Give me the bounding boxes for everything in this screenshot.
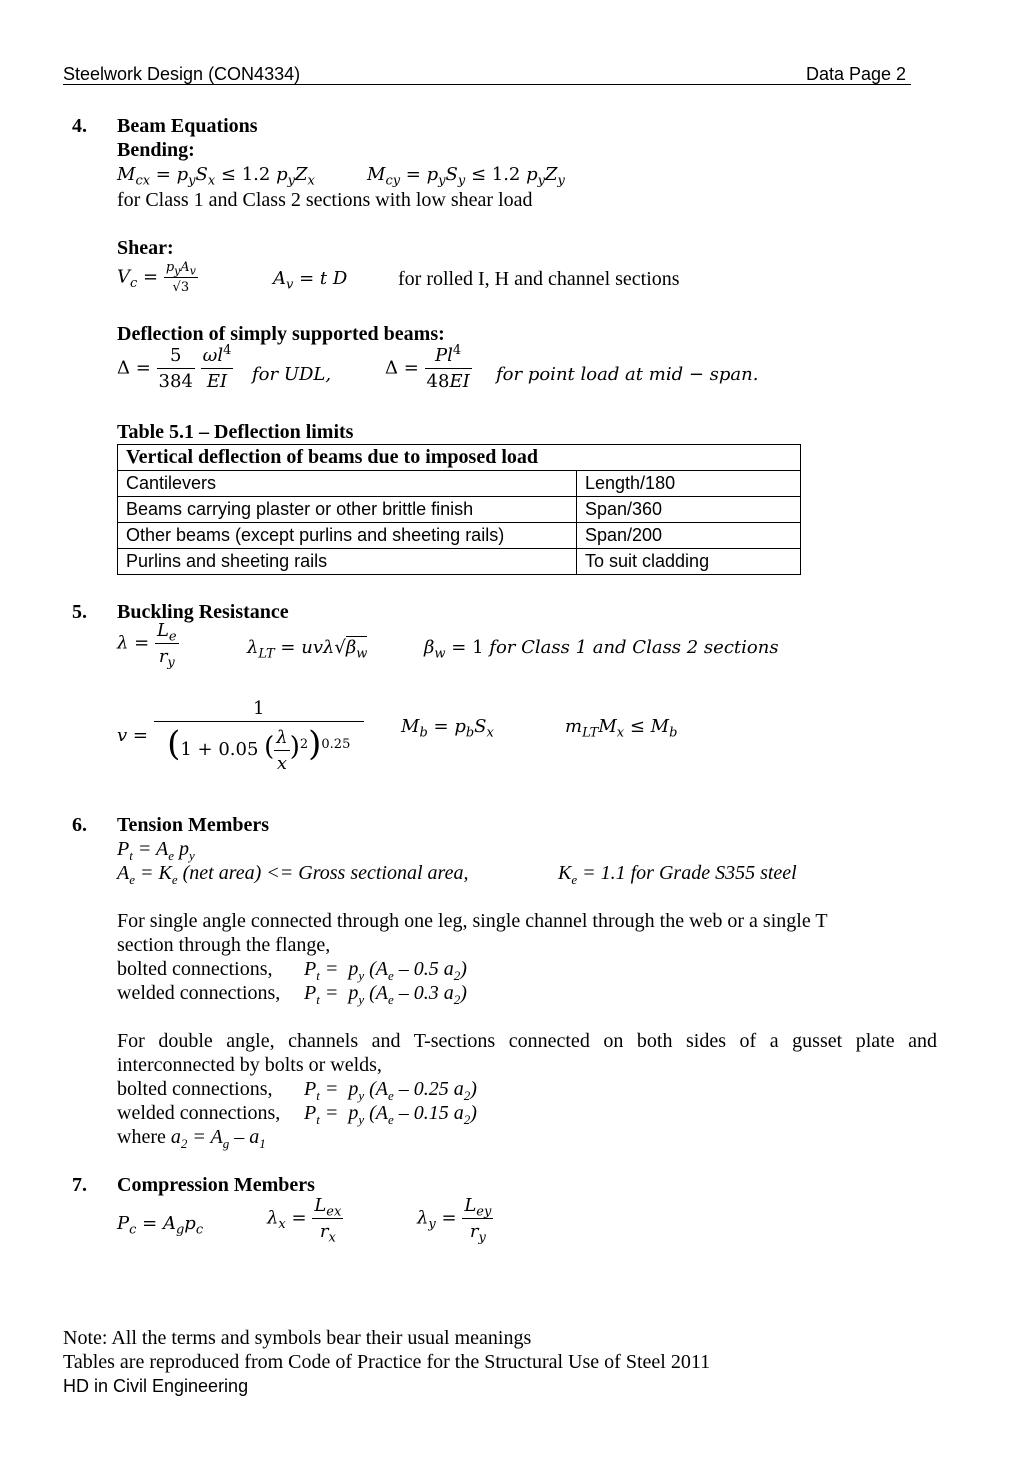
table-cell: Span/200 (577, 523, 801, 549)
ke-note: = 1.1 for Grade S355 steel (582, 862, 797, 884)
deflection-udl-note: for UDL, (252, 364, 332, 385)
bending-note: for Class 1 and Class 2 sections with low shear load (117, 189, 533, 211)
bending-title: Bending: (117, 139, 195, 161)
beta-w-equation: $\beta_w = 1$ for Class 1 and Class 2 sections (424, 637, 779, 662)
section-5-number: 5. (72, 601, 87, 623)
pt-equation: $P_t = A_e$ $p_y$ (117, 838, 195, 863)
double-angle-paragraph: For double angle, channels and T-sections connected on both sides of a gusset plate and (117, 1030, 937, 1052)
section-7-title: Compression Members (117, 1174, 315, 1196)
section-6-title: Tension Members (117, 814, 270, 836)
footer-program: HD in Civil Engineering (63, 1376, 249, 1396)
section-4-number: 4. (72, 115, 87, 137)
double-welded-equation: $P_t = p_y$ ($A_e - 0.15$ $a_2$) (304, 1102, 477, 1127)
where-line: where $a_2 = A_g - a_1$ (117, 1126, 266, 1151)
single-bolted-equation: $P_t = p_y$ ($A_e - 0.5$ $a_2$) (304, 958, 467, 983)
section-4-title: Beam Equations (117, 115, 258, 137)
where-label: where (117, 1126, 166, 1148)
table-cell: Span/360 (577, 497, 801, 523)
ae-equation: $A_e = K_e$ (net area) <= Gross sectional area, (117, 862, 469, 887)
single-angle-paragraph-2: section through the flange, (117, 934, 331, 956)
single-welded-label: welded connections, (117, 982, 281, 1004)
ae-note: (net area) <= Gross sectional area, (182, 862, 469, 884)
beta-w-note: for Class 1 and Class 2 sections (489, 637, 779, 658)
section-5-title: Buckling Resistance (117, 601, 289, 623)
double-angle-paragraph-2: interconnected by bolts or welds, (117, 1054, 382, 1076)
header-right: Data Page 2 (806, 64, 907, 84)
table-cell: Beams carrying plaster or other brittle finish (118, 497, 577, 523)
section-6-number: 6. (72, 814, 87, 836)
shear-equation-av: $A_v = t$ D (273, 268, 348, 293)
table-caption: Table 5.1 – Deflection limits (117, 421, 354, 443)
ke-equation: $K_e = 1.1$ for Grade S355 steel (558, 862, 797, 887)
single-bolted-label: bolted connections, (117, 958, 273, 980)
table-header-row (118, 445, 801, 471)
double-bolted-equation: $P_t = p_y$ ($A_e - 0.25$ $a_2$) (304, 1078, 477, 1103)
slenderness-equation: λ = $\frac{L_e}{r_y}$ (117, 620, 177, 671)
footer-note: Note: All the terms and symbols bear their usual meanings (63, 1327, 532, 1349)
bending-equation-mcy: $M_{cy} = p_yS_y \le 1.2$ $p_yZ_y$ (367, 164, 565, 189)
pc-equation: $P_c = A_gp_c$ (117, 1213, 204, 1238)
deflection-udl-equation: Δ = $\frac{5}{384}$ $\frac{\omega l^4}{EI}$ (117, 343, 232, 392)
single-welded-equation: $P_t = p_y$ ($A_e - 0.3$ $a_2$) (304, 982, 467, 1007)
lambda-lt-equation: $\lambda_{LT} = uv\lambda√\beta_w$ (247, 637, 368, 662)
double-welded-label: welded connections, (117, 1102, 281, 1124)
table-cell: To suit cladding (577, 549, 801, 575)
mlt-equation: $m_{LT}M_x \le M_b$ (565, 716, 678, 741)
deflection-title: Deflection of simply supported beams: (117, 323, 445, 345)
deflection-point-note: for point load at mid − span. (496, 364, 759, 385)
header-left: Steelwork Design (CON4334) (63, 64, 301, 84)
shear-note: for rolled I, H and channel sections (398, 268, 680, 290)
table-row (118, 523, 801, 549)
table-cell: Length/180 (577, 471, 801, 497)
deflection-limits-table (117, 444, 801, 575)
header-rule (63, 84, 911, 85)
v-equation: v = 1 (1 + 0.05 ( $\frac{\lambda}{x}$ )$^2$)$^{0.25}$ (117, 698, 364, 774)
table-row (118, 471, 801, 497)
lambda-y-equation: $\lambda_y$ = $\frac{L_{ey}}{r_y}$ (417, 1195, 492, 1246)
table-header: Vertical deflection of beams due to imposed load (118, 445, 801, 471)
shear-title: Shear: (117, 237, 174, 259)
footer-tables-source: Tables are reproduced from Code of Practice for the Structural Use of Steel 2011 (63, 1351, 711, 1373)
section-7-number: 7. (72, 1174, 87, 1196)
double-bolted-label: bolted connections, (117, 1078, 273, 1100)
single-angle-paragraph: For single angle connected through one leg, single channel through the web or a single T (117, 910, 828, 932)
table-row (118, 497, 801, 523)
shear-equation-vc: $V_c$ = $\frac{p_yA_v}{√3}$ (117, 260, 196, 295)
table-cell: Other beams (except purlins and sheeting rails) (118, 523, 577, 549)
table-cell: Purlins and sheeting rails (118, 549, 577, 575)
table-cell: Cantilevers (118, 471, 577, 497)
mb-equation: $M_b = p_bS_x$ (401, 716, 494, 741)
lambda-x-equation: $\lambda_x$ = $\frac{L_{ex}}{r_x}$ (267, 1195, 342, 1246)
table-row (118, 549, 801, 575)
bending-equation-mcx: $M_{cx} = p_yS_x \le 1.2$ $p_yZ_x$ (117, 164, 315, 189)
deflection-point-equation: Δ = $\frac{Pl^4}{48EI}$ (385, 343, 470, 392)
